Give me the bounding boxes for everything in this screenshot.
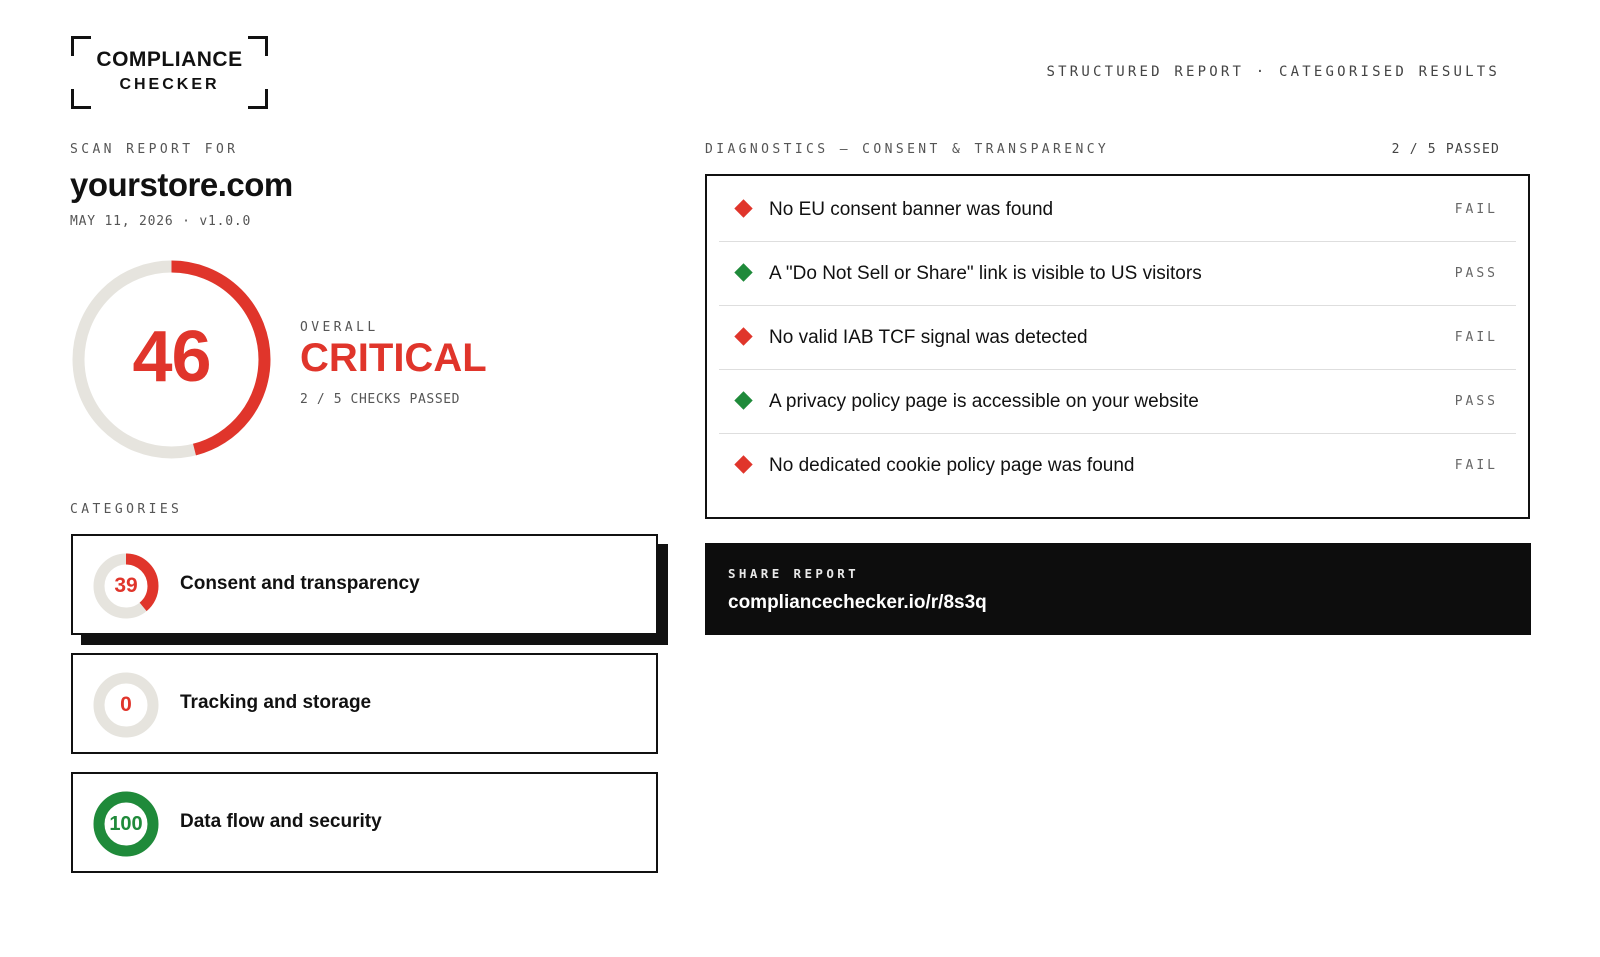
- category-name: Data flow and security: [180, 811, 382, 832]
- diagnostics-list: [705, 174, 1530, 519]
- brand-logo: [71, 36, 268, 109]
- categories-label: CATEGORIES: [70, 502, 183, 517]
- diagnostic-status: PASS: [1454, 394, 1498, 409]
- diagnostic-status: FAIL: [1454, 330, 1498, 345]
- category-name: Consent and transparency: [180, 573, 420, 594]
- category-score: 39: [114, 574, 138, 597]
- share-report-panel: [705, 543, 1531, 635]
- status-diamond-icon: [734, 391, 752, 409]
- header-tagline: STRUCTURED REPORT · CATEGORISED RESULTS: [1046, 64, 1500, 80]
- diagnostic-text: A "Do Not Sell or Share" link is visible to US visitors: [769, 263, 1202, 284]
- category-score: 100: [109, 813, 143, 835]
- diagnostic-status: FAIL: [1454, 202, 1498, 217]
- diagnostic-row: [719, 434, 1516, 497]
- overall-score: 46: [132, 317, 211, 397]
- report-meta: MAY 11, 2026 · v1.0.0: [70, 214, 252, 229]
- logo-line-1: COMPLIANCE: [96, 48, 243, 71]
- scan-report-label: SCAN REPORT FOR: [70, 142, 239, 157]
- diagnostic-row: [719, 178, 1516, 242]
- category-card-dataflow[interactable]: [71, 772, 658, 873]
- diagnostics-count: 2 / 5 PASSED: [1391, 142, 1500, 157]
- diagnostic-text: No valid IAB TCF signal was detected: [769, 327, 1088, 348]
- status-diamond-icon: [734, 455, 752, 473]
- overall-label: OVERALL: [300, 320, 379, 335]
- status-diamond-icon: [734, 199, 752, 217]
- overall-checks-passed: 2 / 5 CHECKS PASSED: [300, 392, 461, 407]
- category-card-tracking[interactable]: [71, 653, 658, 754]
- diagnostic-status: PASS: [1454, 266, 1498, 281]
- overall-score-gauge: [70, 258, 273, 461]
- category-name: Tracking and storage: [180, 692, 372, 713]
- diagnostics-title: DIAGNOSTICS — CONSENT & TRANSPARENCY: [705, 142, 1110, 157]
- category-score: 0: [120, 693, 132, 716]
- status-diamond-icon: [734, 263, 752, 281]
- status-diamond-icon: [734, 327, 752, 345]
- share-report-label: SHARE REPORT: [728, 566, 860, 581]
- overall-status: CRITICAL: [300, 336, 487, 380]
- diagnostic-status: FAIL: [1454, 458, 1498, 473]
- share-report-link[interactable]: compliancechecker.io/r/8s3q: [728, 592, 987, 613]
- category-card-consent[interactable]: [71, 534, 658, 635]
- diagnostic-row: [719, 306, 1516, 370]
- diagnostic-text: A privacy policy page is accessible on your website: [769, 391, 1199, 412]
- logo-line-2: CHECKER: [119, 76, 220, 93]
- diagnostic-row: [719, 242, 1516, 306]
- diagnostic-text: No dedicated cookie policy page was found: [769, 455, 1135, 476]
- diagnostic-text: No EU consent banner was found: [769, 199, 1054, 220]
- diagnostic-row: [719, 370, 1516, 434]
- report-domain: yourstore.com: [70, 166, 293, 203]
